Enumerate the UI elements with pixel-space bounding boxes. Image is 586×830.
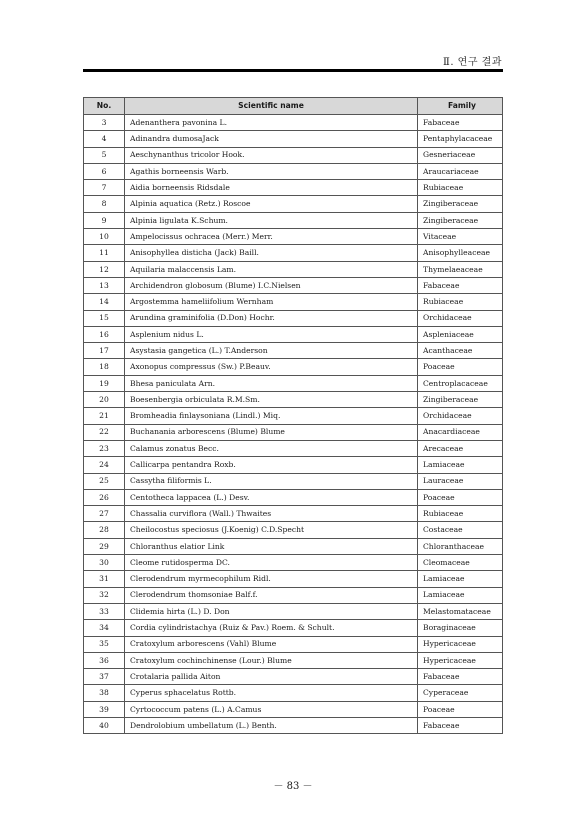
cell-family: Zingiberaceae	[418, 196, 503, 212]
table-row	[84, 245, 503, 261]
table-row	[84, 555, 503, 571]
cell-scientific-name: Cyperus sphacelatus Rottb.	[125, 685, 418, 701]
cell-no: 10	[84, 229, 125, 245]
species-table	[83, 97, 503, 734]
cell-family: Lamiaceae	[418, 587, 503, 603]
cell-scientific-name: Crotalaria pallida Aiton	[125, 669, 418, 685]
cell-scientific-name: Cordia cylindristachya (Ruiz & Pav.) Roem. & Schult.	[125, 620, 418, 636]
cell-family: Lamiaceae	[418, 571, 503, 587]
cell-family: Zingiberaceae	[418, 392, 503, 408]
cell-family: Fabaceae	[418, 717, 503, 733]
table-row	[84, 277, 503, 293]
cell-family: Poaceae	[418, 489, 503, 505]
cell-family: Fabaceae	[418, 277, 503, 293]
cell-no: 5	[84, 147, 125, 163]
cell-scientific-name: Chloranthus elatior Link	[125, 538, 418, 554]
cell-family: Acanthaceae	[418, 343, 503, 359]
cell-no: 32	[84, 587, 125, 603]
cell-no: 19	[84, 375, 125, 391]
table-row	[84, 392, 503, 408]
table-row	[84, 701, 503, 717]
cell-scientific-name: Clerodendrum myrmecophilum Ridl.	[125, 571, 418, 587]
cell-scientific-name: Aeschynanthus tricolor Hook.	[125, 147, 418, 163]
cell-family: Centroplacaceae	[418, 375, 503, 391]
cell-family: Boraginaceae	[418, 620, 503, 636]
table-row	[84, 180, 503, 196]
cell-family: Anisophylleaceae	[418, 245, 503, 261]
cell-scientific-name: Axonopus compressus (Sw.) P.Beauv.	[125, 359, 418, 375]
cell-no: 18	[84, 359, 125, 375]
cell-no: 16	[84, 326, 125, 342]
cell-no: 39	[84, 701, 125, 717]
cell-no: 9	[84, 212, 125, 228]
cell-family: Cyperaceae	[418, 685, 503, 701]
table-body	[84, 115, 503, 734]
cell-family: Gesneriaceae	[418, 147, 503, 163]
cell-scientific-name: Boesenbergia orbiculata R.M.Sm.	[125, 392, 418, 408]
cell-family: Chloranthaceae	[418, 538, 503, 554]
cell-scientific-name: Asplenium nidus L.	[125, 326, 418, 342]
cell-scientific-name: Bhesa paniculata Arn.	[125, 375, 418, 391]
cell-scientific-name: Archidendron globosum (Blume) I.C.Nielsen	[125, 277, 418, 293]
cell-scientific-name: Ampelocissus ochracea (Merr.) Merr.	[125, 229, 418, 245]
cell-no: 7	[84, 180, 125, 196]
table-row	[84, 261, 503, 277]
cell-scientific-name: Agathis borneensis Warb.	[125, 163, 418, 179]
cell-no: 3	[84, 115, 125, 131]
cell-no: 40	[84, 717, 125, 733]
cell-family: Poaceae	[418, 701, 503, 717]
cell-family: Orchidaceae	[418, 408, 503, 424]
table-row	[84, 473, 503, 489]
table-row	[84, 489, 503, 505]
table-header-row	[84, 98, 503, 115]
cell-no: 28	[84, 522, 125, 538]
cell-family: Aspleniaceae	[418, 326, 503, 342]
cell-scientific-name: Asystasia gangetica (L.) T.Anderson	[125, 343, 418, 359]
cell-family: Fabaceae	[418, 669, 503, 685]
cell-no: 25	[84, 473, 125, 489]
cell-scientific-name: Alpinia ligulata K.Schum.	[125, 212, 418, 228]
cell-family: Araucariaceae	[418, 163, 503, 179]
cell-family: Fabaceae	[418, 115, 503, 131]
cell-scientific-name: Alpinia aquatica (Retz.) Roscoe	[125, 196, 418, 212]
table-row	[84, 131, 503, 147]
table-row	[84, 587, 503, 603]
cell-scientific-name: Aquilaria malaccensis Lam.	[125, 261, 418, 277]
cell-no: 23	[84, 440, 125, 456]
table-row	[84, 424, 503, 440]
cell-scientific-name: Chassalia curviflora (Wall.) Thwaites	[125, 506, 418, 522]
cell-family: Costaceae	[418, 522, 503, 538]
column-header-scientific-name: Scientific name	[125, 98, 418, 115]
cell-family: Melastomataceae	[418, 603, 503, 619]
cell-no: 11	[84, 245, 125, 261]
cell-scientific-name: Cratoxylum cochinchinense (Lour.) Blume	[125, 652, 418, 668]
table-row	[84, 212, 503, 228]
table-row	[84, 343, 503, 359]
cell-no: 36	[84, 652, 125, 668]
cell-no: 30	[84, 555, 125, 571]
cell-scientific-name: Cheilocostus speciosus (J.Koenig) C.D.Specht	[125, 522, 418, 538]
cell-no: 20	[84, 392, 125, 408]
cell-no: 29	[84, 538, 125, 554]
cell-no: 34	[84, 620, 125, 636]
table-row	[84, 669, 503, 685]
cell-no: 26	[84, 489, 125, 505]
cell-scientific-name: Cratoxylum arborescens (Vahl) Blume	[125, 636, 418, 652]
cell-scientific-name: Adenanthera pavonina L.	[125, 115, 418, 131]
table-row	[84, 522, 503, 538]
cell-no: 15	[84, 310, 125, 326]
table-row	[84, 717, 503, 733]
table-row	[84, 636, 503, 652]
table-row	[84, 229, 503, 245]
cell-scientific-name: Cyrtococcum patens (L.) A.Camus	[125, 701, 418, 717]
table-row	[84, 115, 503, 131]
table-row	[84, 603, 503, 619]
table-row	[84, 326, 503, 342]
cell-no: 12	[84, 261, 125, 277]
cell-scientific-name: Cassytha filiformis L.	[125, 473, 418, 489]
cell-family: Pentaphylacaceae	[418, 131, 503, 147]
cell-no: 4	[84, 131, 125, 147]
header-rule	[83, 69, 503, 72]
table-row	[84, 294, 503, 310]
table-row	[84, 571, 503, 587]
cell-family: Thymelaeaceae	[418, 261, 503, 277]
cell-family: Rubiaceae	[418, 180, 503, 196]
table-row	[84, 440, 503, 456]
table-row	[84, 685, 503, 701]
cell-scientific-name: Calamus zonatus Becc.	[125, 440, 418, 456]
cell-no: 8	[84, 196, 125, 212]
table-row	[84, 375, 503, 391]
column-header-family: Family	[418, 98, 503, 115]
cell-family: Rubiaceae	[418, 294, 503, 310]
table-row	[84, 147, 503, 163]
cell-scientific-name: Adinandra dumosaJack	[125, 131, 418, 147]
cell-family: Anacardiaceae	[418, 424, 503, 440]
table-row	[84, 310, 503, 326]
cell-scientific-name: Bromheadia finlaysoniana (Lindl.) Miq.	[125, 408, 418, 424]
cell-no: 24	[84, 457, 125, 473]
table-row	[84, 652, 503, 668]
table-row	[84, 457, 503, 473]
cell-family: Poaceae	[418, 359, 503, 375]
page-number: － 83 －	[273, 781, 313, 792]
cell-no: 37	[84, 669, 125, 685]
cell-family: Orchidaceae	[418, 310, 503, 326]
cell-no: 13	[84, 277, 125, 293]
cell-family: Rubiaceae	[418, 506, 503, 522]
cell-no: 27	[84, 506, 125, 522]
cell-no: 17	[84, 343, 125, 359]
cell-scientific-name: Arundina graminifolia (D.Don) Hochr.	[125, 310, 418, 326]
cell-family: Vitaceae	[418, 229, 503, 245]
cell-no: 6	[84, 163, 125, 179]
column-header-no: No.	[84, 98, 125, 115]
running-head: Ⅱ. 연구 결과	[443, 57, 502, 68]
cell-family: Hypericaceae	[418, 652, 503, 668]
table-row	[84, 196, 503, 212]
table-row	[84, 408, 503, 424]
cell-scientific-name: Argostemma hameliifolium Wernham	[125, 294, 418, 310]
cell-no: 21	[84, 408, 125, 424]
cell-scientific-name: Anisophyllea disticha (Jack) Baill.	[125, 245, 418, 261]
cell-no: 31	[84, 571, 125, 587]
cell-family: Hypericaceae	[418, 636, 503, 652]
table-row	[84, 163, 503, 179]
cell-no: 22	[84, 424, 125, 440]
cell-scientific-name: Buchanania arborescens (Blume) Blume	[125, 424, 418, 440]
cell-no: 38	[84, 685, 125, 701]
table-row	[84, 359, 503, 375]
cell-family: Arecaceae	[418, 440, 503, 456]
cell-no: 35	[84, 636, 125, 652]
cell-scientific-name: Centotheca lappacea (L.) Desv.	[125, 489, 418, 505]
cell-scientific-name: Cleome rutidosperma DC.	[125, 555, 418, 571]
table-row	[84, 506, 503, 522]
cell-no: 33	[84, 603, 125, 619]
cell-scientific-name: Dendrolobium umbellatum (L.) Benth.	[125, 717, 418, 733]
cell-scientific-name: Callicarpa pentandra Roxb.	[125, 457, 418, 473]
cell-scientific-name: Aidia borneensis Ridsdale	[125, 180, 418, 196]
cell-family: Cleomaceae	[418, 555, 503, 571]
cell-no: 14	[84, 294, 125, 310]
cell-scientific-name: Clidemia hirta (L.) D. Don	[125, 603, 418, 619]
cell-family: Zingiberaceae	[418, 212, 503, 228]
cell-scientific-name: Clerodendrum thomsoniae Balf.f.	[125, 587, 418, 603]
table-row	[84, 538, 503, 554]
cell-family: Lauraceae	[418, 473, 503, 489]
cell-family: Lamiaceae	[418, 457, 503, 473]
table-row	[84, 620, 503, 636]
